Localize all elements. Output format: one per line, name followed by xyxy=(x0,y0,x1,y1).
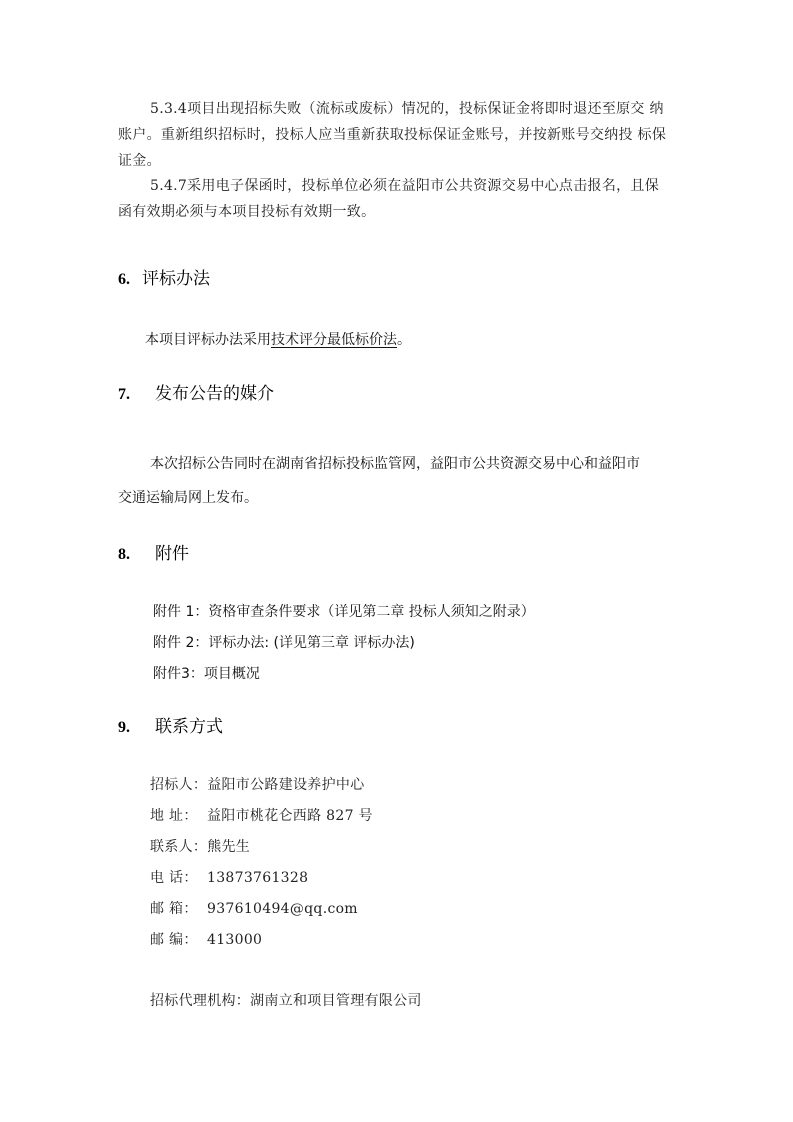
contact-phone-value: 13873761328 xyxy=(207,870,309,886)
section-6-heading xyxy=(118,264,210,289)
contact-email xyxy=(150,898,358,918)
contact-postcode xyxy=(150,929,262,949)
clause-5-3-4-line1: 5.3.4项目出现招标失败（流标或废标）情况的，投标保证金将即时退还至原交 纳 xyxy=(150,101,664,117)
contact-tenderer xyxy=(150,774,365,794)
section-7-title: 发布公告的媒介 xyxy=(155,384,274,404)
contact-person-value: 熊先生 xyxy=(207,839,251,855)
contact-agency-label: 招标代理机构： xyxy=(150,993,251,1009)
section-8-number: 8. xyxy=(118,546,130,563)
attachment-2: 附件 2：评标办法: (详见第三章 评标办法) xyxy=(153,635,415,651)
clause-5-3-4-line3: 证金。 xyxy=(118,153,161,169)
attachment-1: 附件 1：资格审查条件要求（详见第二章 投标人须知之附录） xyxy=(153,604,535,620)
section-9-heading xyxy=(118,712,223,737)
section-8-title: 附件 xyxy=(155,544,189,564)
section-6-number: 6. xyxy=(118,271,130,288)
contact-postcode-value: 413000 xyxy=(207,932,263,948)
contact-phone-label: 电 话： xyxy=(150,870,198,886)
section-7-body-line2: 交通运输局网上发布。 xyxy=(118,490,258,506)
contact-email-value: 937610494@qq.com xyxy=(207,901,358,917)
contact-tenderer-label: 招标人： xyxy=(150,777,208,793)
contact-phone xyxy=(150,867,308,887)
contact-postcode-label: 邮 编： xyxy=(150,932,198,948)
clause-5-3-4-line2: 账户。重新组织招标时，投标人应当重新获取投标保证金账号，并按新账号交纳投 标保 xyxy=(118,127,667,143)
contact-email-label: 邮 箱： xyxy=(150,901,198,917)
contact-person xyxy=(150,836,250,856)
contact-person-label: 联系人： xyxy=(150,839,208,855)
contact-tenderer-value: 益阳市公路建设养护中心 xyxy=(207,777,365,793)
contact-agency-value: 湖南立和项目管理有限公司 xyxy=(250,993,422,1009)
contact-address-label: 地 址： xyxy=(150,808,198,824)
section-8-heading xyxy=(118,539,189,564)
section-7-heading xyxy=(118,379,274,404)
section-7-body-line1: 本次招标公告同时在湖南省招标投标监管网，益阳市公共资源交易中心和益阳市 xyxy=(150,456,640,472)
section-7-number: 7. xyxy=(118,386,130,403)
section-6-body: 本项目评标办法采用技术评分最低标价法。 xyxy=(145,332,411,348)
section-9-number: 9. xyxy=(118,719,130,736)
section-6-title: 评标办法 xyxy=(142,269,210,289)
evaluation-method-name: 技术评分最低标价法 xyxy=(271,332,397,348)
clause-5-4-7-line2: 函有效期必须与本项目投标有效期一致。 xyxy=(118,204,376,220)
section-9-title: 联系方式 xyxy=(155,717,223,737)
contact-address-value: 益阳市桃花仑西路 827 号 xyxy=(207,808,373,824)
contact-agency xyxy=(150,990,422,1010)
contact-address xyxy=(150,805,373,825)
attachment-3: 附件3：项目概况 xyxy=(153,666,260,682)
clause-5-4-7-line1: 5.4.7采用电子保函时，投标单位必须在益阳市公共资源交易中心点击报名，且保 xyxy=(150,178,660,194)
